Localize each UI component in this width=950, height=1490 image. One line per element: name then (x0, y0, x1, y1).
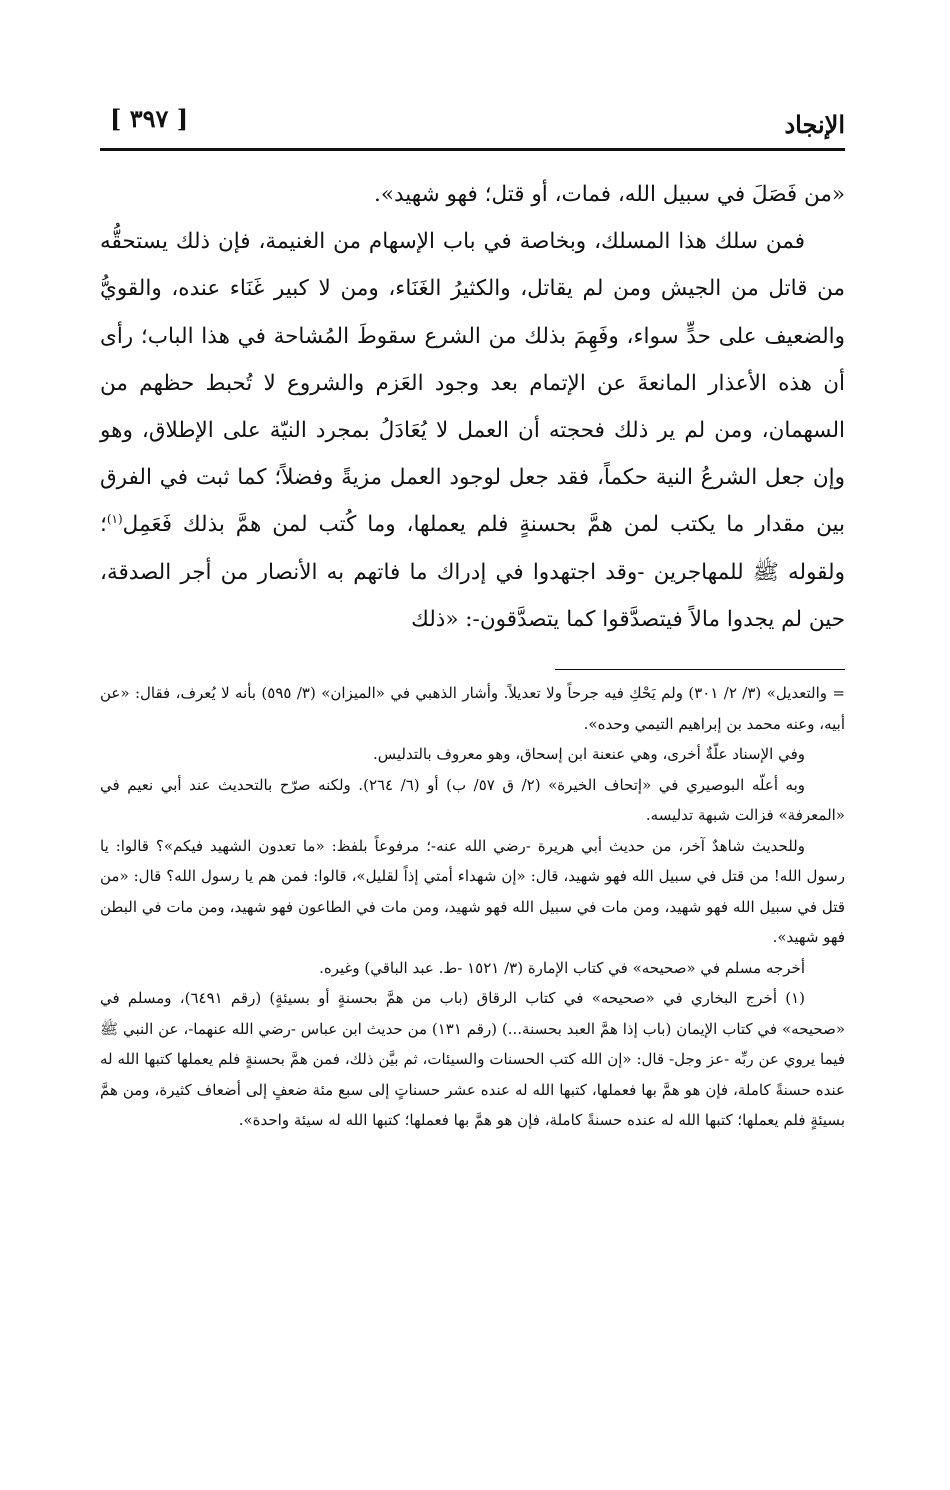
footnote-paragraph: أخرجه مسلم في «صحيحه» في كتاب الإمارة (٣/ ١٥٢١ -ط. عبد الباقي) وغيره. (319, 958, 805, 977)
footnote-paragraph: وللحديث شاهدٌ آخر، من حديث أبي هريرة -رضي الله عنه-؛ مرفوعاً بلفظ: «ما تعدون الشهيد فيكم»؟ قالوا: يا رسول الله! من قتل في سبيل الله فهو شهيد، قال: «إن شهداء أمتي إذاً لقليل»، قالوا: فمن هم يا رسول الله؟ قال: «من قتل في سبيل الله فهو شهيد، ومن مات في سبيل الله فهو شهيد، ومن مات في الطاعون فهو شهيد، ومن مات في البطن فهو شهيد». (100, 836, 845, 947)
main-text (100, 171, 845, 643)
footnote-paragraph: وبه أعلّه البوصيري في «إتحاف الخيرة» (٢/ ق ٥٧/ ب) أو (٦/ ٢٦٤). ولكنه صرّح بالتحديث عند أبي نعيم في «المعرفة» فزالت شبهة تدليسه. (100, 775, 845, 825)
chapter-title: الإنجاد (784, 110, 845, 139)
footnote-continuation: = والتعديل» (٣/ ٢/ ٣٠١) ولم يَحْكِ فيه جرحاً ولا تعديلاً. وأشار الذهبي في «الميزان» (٣/ ٥٩٥) بأنه لا يُعرف، فقال: «عن أبيه، وعنه محمد بن إبراهيم التيمي وحده». (100, 684, 845, 733)
main-paragraph-2-part-1: فمن سلك هذا المسلك، وبخاصة في باب الإسهام من الغنيمة، فإن ذلك يستحقُّه من قاتل من الجيش ومن لم يقاتل، والكثيرُ الغَنَاء، ومن لا كبير غَنَاء عنده، والقويُّ والضعيف على حدٍّ سواء، وفَهِمَ بذلك من الشرع سقوطَ المُشاحة في هذا الباب؛ رأى أن هذه الأعذار المانعةَ عن الإتمام بعد وجود العَزم والشروع لا تُحبط حظهم من السهمان، ومن لم ير ذلك فحجته أن العمل لا يُعَادَلُ بمجرد النيّة على الإطلاق، وهو وإن جعل الشرعُ النية حكماً، فقد جعل لوجود العمل مزيةً وفضلاً؛ كما ثبت في الفرق بين مقدار ما يكتب لمن همَّ بحسنةٍ فلم يعملها، وما كُتب لمن همَّ بذلك فَعَمِل (100, 229, 845, 538)
footnote-paragraph: وفي الإسناد علّةٌ أخرى، وهي عنعنة ابن إسحاق، وهو معروف بالتدليس. (372, 745, 805, 764)
book-page (100, 90, 845, 1430)
footnote-reference-1: (١) (106, 512, 123, 527)
main-paragraph-2 (100, 218, 845, 643)
footnotes (100, 678, 845, 1136)
page-number: [ ٣٩٧ ] (110, 104, 189, 133)
main-paragraph-1: «من فَصَلَ في سبيل الله، فمات، أو قتل؛ فهو شهيد». (374, 182, 845, 207)
main-paragraph-2-part-2: ؛ ولقوله ﷺ للمهاجرين -وقد اجتهدوا في إدراك ما فاتهم به الأنصار من أجر الصدقة، حين لم يجدوا مالاً فيتصدَّقوا كما يتصدَّقون-: «ذلك (100, 512, 845, 632)
running-header (100, 90, 845, 151)
footnote-1: (١) أخرج البخاري في «صحيحه» في كتاب الرقاق (باب من همَّ بحسنةٍ أو بسيئةٍ) (رقم ٦٤٩١)، ومسلم في «صحيحه» في كتاب الإيمان (باب إذا همَّ العبد بحسنة...) (رقم ١٣١) من حديث ابن عباس -رضي الله عنهما-، عن النبي ﷺ فيما يروي عن ربِّه -عز وجل- قال: «إن الله كتب الحسنات والسيئات، ثم بيَّن ذلك، فمن همَّ بحسنةٍ فلم يعملها كتبها الله له عنده حسنةً كاملة، فإن هو همَّ بها فعملها، كتبها الله له عنده عشر حسناتٍ إلى سبع مئة ضعفٍ إلى أضعاف كثيرة، ومن همَّ بسيئةٍ فلم يعملها؛ كتبها الله له عنده حسنةً كاملة، فإن هو همَّ بها فعملها؛ كتبها الله له سيئة واحدة». (100, 989, 845, 1130)
footnote-separator (555, 669, 845, 670)
